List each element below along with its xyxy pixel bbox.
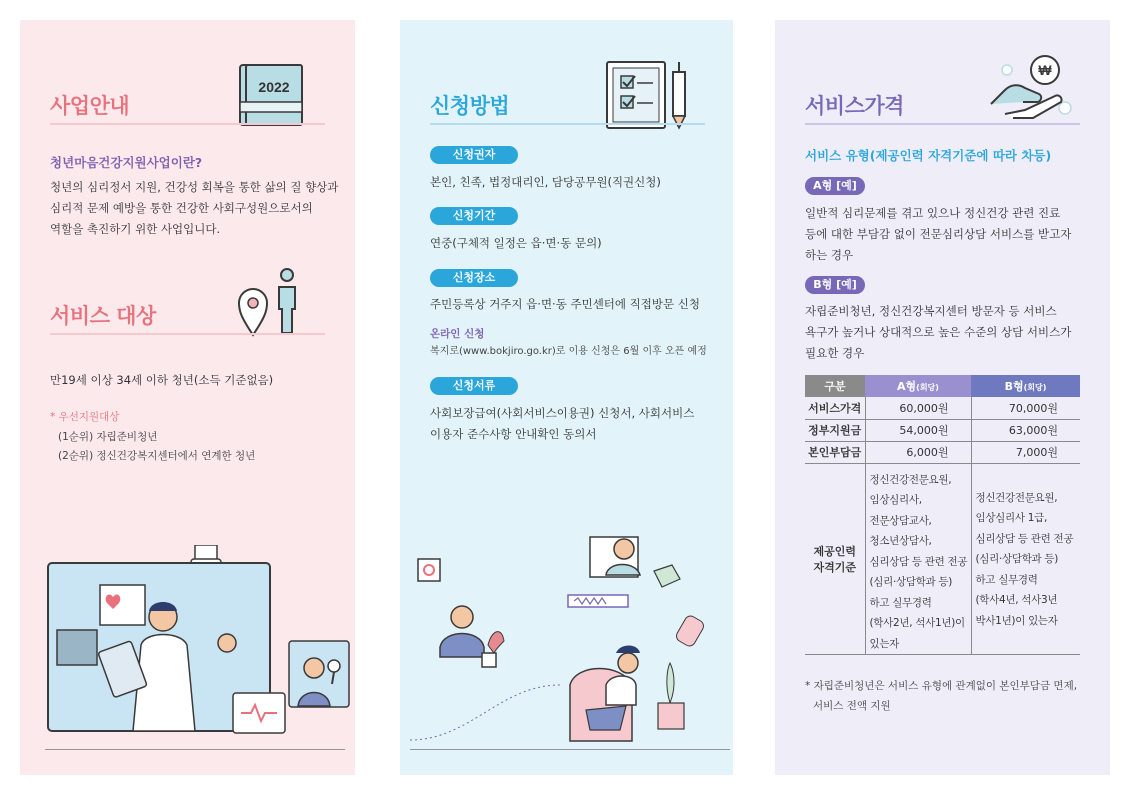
pill-type-a: A형 [예] [805,177,865,195]
divider [430,123,705,125]
location-person-icon [235,265,305,337]
person-magnifier-illustration [288,640,350,708]
documents-text: 사회보장급여(사회서비스이용권) 신청서, 사회서비스 이용자 준수사항 안내확인 동의서 [430,406,695,441]
row-label: 본인부담금 [805,441,865,463]
period-text: 연중(구체적 일정은 읍·면·동 문의) [430,236,602,250]
priority-list: (1순위) 자립준비청년 (2순위) 정신건강복지센터에서 연계한 청년 [58,431,256,462]
online-title: 온라인 신청 [430,328,485,340]
heading-business-info: 사업안내 [50,94,130,118]
divider [50,123,325,125]
table-header: 구분 [805,375,865,397]
pill-place: 신청장소 [430,269,518,287]
divider [50,333,325,335]
type-title: 서비스 유형(제공인력 자격기준에 따라 차등) [805,148,1052,163]
cell-value: 6,000원 [865,441,971,463]
panel-business-info [20,20,355,775]
exemption-note: * 자립준비청년은 서비스 유형에 관계없이 본인부담금 면제, 서비스 전액 지원 [805,680,1078,712]
online-text: 복지로(www.bokjiro.go.kr)로 이용 신청은 6월 이후 오픈 예정 [430,346,707,357]
table-header: A형(회당) [865,375,971,397]
cell-value: 54,000원 [865,419,971,441]
target-text: 만19세 이상 34세 이하 청년(소득 기준없음) [50,373,274,387]
book-year: 2022 [258,79,290,95]
table-row [805,463,1080,655]
people-illustration [410,535,730,750]
heading-service-price: 서비스가격 [805,94,904,118]
price-table [805,375,1080,655]
cell-value: 60,000원 [865,397,971,419]
table-header: B형(회당) [971,375,1080,397]
table-row [805,397,1080,419]
pill-applicant: 신청권자 [430,146,518,164]
heading-application: 신청방법 [430,94,510,118]
table-row [805,441,1080,463]
heading-service-target: 서비스 대상 [50,304,156,328]
type-a-text: 일반적 심리문제를 겪고 있으나 정신건강 관련 진료 등에 대한 부담감 없이 전문심리상담 서비스를 받고자 하는 경우 [805,206,1072,262]
type-b-text: 자립준비청년, 정신건강복지센터 방문자 등 서비스 욕구가 높거나 상대적으로 높은 수준의 상담 서비스가 필요한 경우 [805,304,1072,360]
cell-value: 63,000원 [971,419,1080,441]
row-label: 제공인력 자격기준 [805,463,865,655]
svg-text:₩: ₩ [1038,62,1052,78]
qual-a: 정신건강전문요원, 임상심리사, 전문상담교사, 청소년상담사, 심리상담 등 관련 전공 (심리·상담학과 등) 하고 실무경력 (학사2년, 석사1년)이 있는자 [865,463,971,655]
place-text: 주민등록상 거주지 읍·면·동 주민센터에 직접방문 신청 [430,297,700,311]
table-header-row [805,375,1080,397]
intro-title: 청년마음건강지원사업이란? [50,155,203,170]
row-label: 정부지원금 [805,419,865,441]
clipboard-icon [605,58,695,130]
divider [805,123,1080,125]
hand-coin-icon [987,50,1079,120]
pill-period: 신청기간 [430,207,518,225]
priority-title: * 우선지원대상 [50,411,120,423]
panel-application [400,20,733,775]
pill-documents: 신청서류 [430,377,518,395]
cell-value: 70,000원 [971,397,1080,419]
applicant-text: 본인, 친족, 법정대리인, 담당공무원(직권신청) [430,175,661,189]
cell-value: 7,000원 [971,441,1080,463]
row-label: 서비스가격 [805,397,865,419]
book-icon [238,62,322,128]
panel-service-price [775,20,1110,775]
table-row [805,419,1080,441]
qual-b: 정신건강전문요원, 임상심리사 1급, 심리상담 등 관련 전공 (심리·상담학과 등) 하고 실무경력 (학사4년, 석사3년 박사1년)이 있는자 [971,463,1080,655]
intro-text: 청년의 심리정서 지원, 건강성 회복을 통한 삶의 질 향상과 심리적 문제 예방을 통한 건강한 사회구성원으로서의 역할을 촉진하기 위한 사업입니다. [50,180,339,236]
pill-type-b: B형 [예] [805,276,865,294]
